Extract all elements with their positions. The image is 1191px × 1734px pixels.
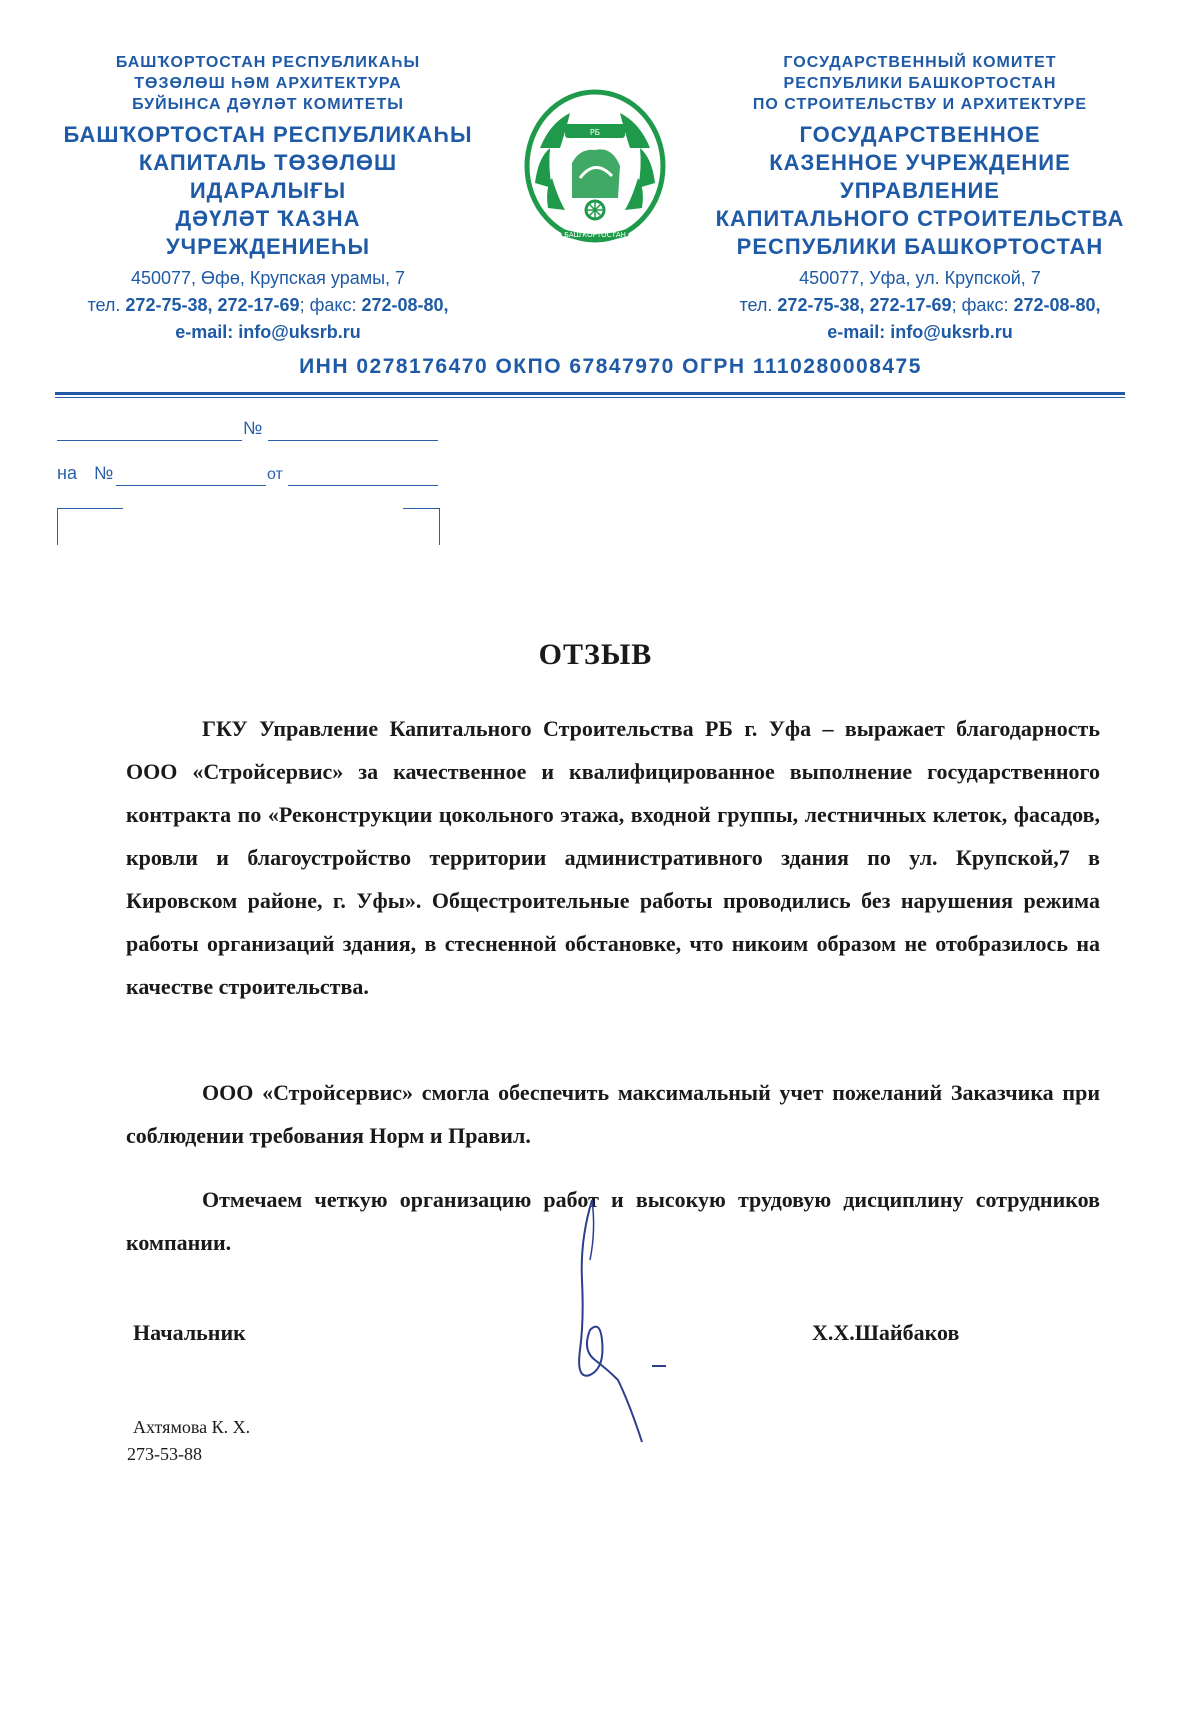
header-divider-thin [55, 397, 1125, 398]
signer-position: Начальник [133, 1320, 246, 1345]
left-email: e-mail: info@uksrb.ru [175, 322, 361, 342]
handwritten-signature [560, 1180, 700, 1450]
right-small-line-2: РЕСПУБЛИКИ БАШКОРТОСТАН [783, 75, 1057, 92]
left-big-line-5: УЧРЕЖДЕНИЕҺЫ [165, 234, 371, 259]
left-phones: тел. 272-75-38, 272-17-69; факс: 272-08-80, [87, 295, 449, 315]
reference-number-line [116, 485, 266, 486]
left-small-line-2: ТӨЗӨЛӨШ ҺӘМ АРХИТЕКТУРА [134, 75, 402, 92]
contact-person-phone: 273-53-88 [127, 1444, 202, 1464]
address-corner-right [403, 508, 440, 545]
left-big-line-4: ДӘҮЛӘТ ҠАЗНА [175, 206, 361, 231]
left-big-line-1: БАШҠОРТОСТАН РЕСПУБЛИКАҺЫ [63, 122, 473, 147]
right-big-line-3: УПРАВЛЕНИЕ [840, 178, 1000, 203]
reference-on-label: на [57, 463, 77, 483]
body-paragraph: ООО «Стройсервис» смогла обеспечить максимальный учет пожеланий Заказчика при соблюдении требования Норм и Правил. [126, 1080, 1100, 1148]
bashkortostan-emblem-icon [520, 88, 670, 248]
right-phones: тел. 272-75-38, 272-17-69; факс: 272-08-80, [739, 295, 1101, 315]
right-big-line-5: РЕСПУБЛИКИ БАШКОРТОСТАН [736, 234, 1104, 259]
right-big-line-4: КАПИТАЛЬНОГО СТРОИТЕЛЬСТВА [715, 206, 1125, 231]
svg-text:РБ: РБ [589, 128, 601, 137]
right-address: 450077, Уфа, ул. Крупской, 7 [799, 268, 1041, 288]
svg-text:БАШҠОРТОСТАН: БАШҠОРТОСТАН [564, 231, 626, 239]
registration-numbers: ИНН 0278176470 ОКПО 67847970 ОГРН 1110280008475 [299, 355, 922, 378]
reference-date-line [288, 485, 438, 486]
outgoing-date-line [57, 440, 242, 441]
outgoing-number-sign: № [243, 418, 263, 438]
right-small-line-1: ГОСУДАРСТВЕННЫЙ КОМИТЕТ [783, 54, 1057, 71]
right-email: e-mail: info@uksrb.ru [827, 322, 1013, 342]
outgoing-number-line [268, 440, 438, 441]
body-paragraph: ГКУ Управление Капитального Строительства РБ г. Уфа – выражает благодарность ООО «Стройсервис» за качественное и квалифицированное выполнение государственного контракта по «Реконструкции цокольного этажа, входной группы, лестничных клеток, фасадов, кровли и благоустройство территории административного здания по ул. Крупской,7 в Кировском районе, г. Уфы». Общестроительные работы проводились без нарушения режима работы организаций здания, в стесненной обстановке, что никоим образом не отобразилось на качестве строительства. [126, 716, 1100, 999]
letterhead-right-block [700, 52, 1140, 346]
right-small-line-3: ПО СТРОИТЕЛЬСТВУ И АРХИТЕКТУРЕ [752, 96, 1088, 113]
left-big-line-2: КАПИТАЛЬ ТӨЗӨЛӨШ [138, 150, 398, 175]
right-big-line-1: ГОСУДАРСТВЕННОЕ [799, 122, 1041, 147]
reference-from-label: от [267, 466, 283, 483]
document-title: ОТЗЫВ [538, 638, 653, 671]
header-divider-thick [55, 392, 1125, 395]
letterhead-left-block [48, 52, 488, 346]
address-corner-left [57, 508, 123, 545]
right-big-line-2: КАЗЕННОЕ УЧРЕЖДЕНИЕ [769, 150, 1071, 175]
body-paragraph: Отмечаем четкую организацию работ и высокую трудовую дисциплину сотрудников компании. [126, 1187, 1100, 1255]
contact-person-name: Ахтямова К. Х. [133, 1417, 251, 1437]
left-small-line-3: БУЙЫНСА ДӘҮЛӘТ КОМИТЕТЫ [132, 96, 404, 113]
left-small-line-1: БАШҠОРТОСТАН РЕСПУБЛИКАҺЫ [115, 54, 421, 71]
signer-name: Х.Х.Шайбаков [812, 1320, 960, 1345]
left-big-line-3: ИДАРАЛЫҒЫ [189, 178, 347, 203]
left-address: 450077, Өфө, Крупская урамы, 7 [130, 268, 406, 288]
reference-number-sign: № [94, 463, 114, 483]
